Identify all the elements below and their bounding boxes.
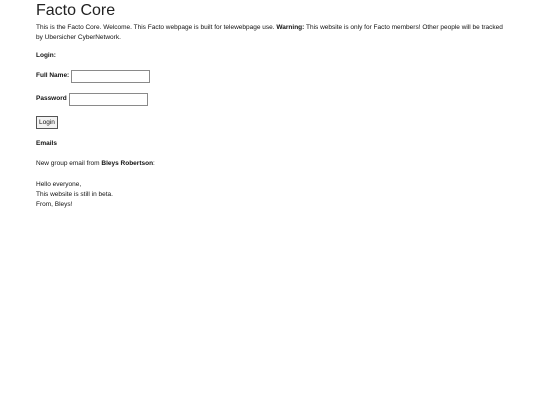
email-notice-prefix: New group email from [36,160,102,167]
emails-heading: Emails [36,140,57,147]
password-label: Password [36,95,67,103]
full-name-input[interactable] [71,70,150,83]
email-body [36,180,113,210]
email-body-line: From, Bleys! [36,201,73,208]
password-row [36,93,148,106]
intro-text-end: This website is only for Facto members! Other people will be tracked by Ubersicher CyberNetwork. [36,24,503,42]
intro-paragraph [36,23,506,43]
email-notice-suffix: : [153,160,155,167]
login-heading: Login: [36,52,56,59]
email-notice [36,159,155,169]
email-sender: Bleys Robertson [101,160,154,167]
full-name-row [36,70,150,83]
full-name-label: Full Name: [36,72,70,80]
warning-label: Warning: [276,24,305,31]
password-input[interactable] [69,93,148,106]
page-title: Facto Core [36,2,116,19]
email-body-line: This website is still in beta. [36,191,113,198]
email-body-line: Hello everyone, [36,181,82,188]
login-button[interactable]: Login [36,116,58,129]
intro-text-start: This is the Facto Core. Welcome. This Facto webpage is built for telewebpage use. [36,24,277,31]
